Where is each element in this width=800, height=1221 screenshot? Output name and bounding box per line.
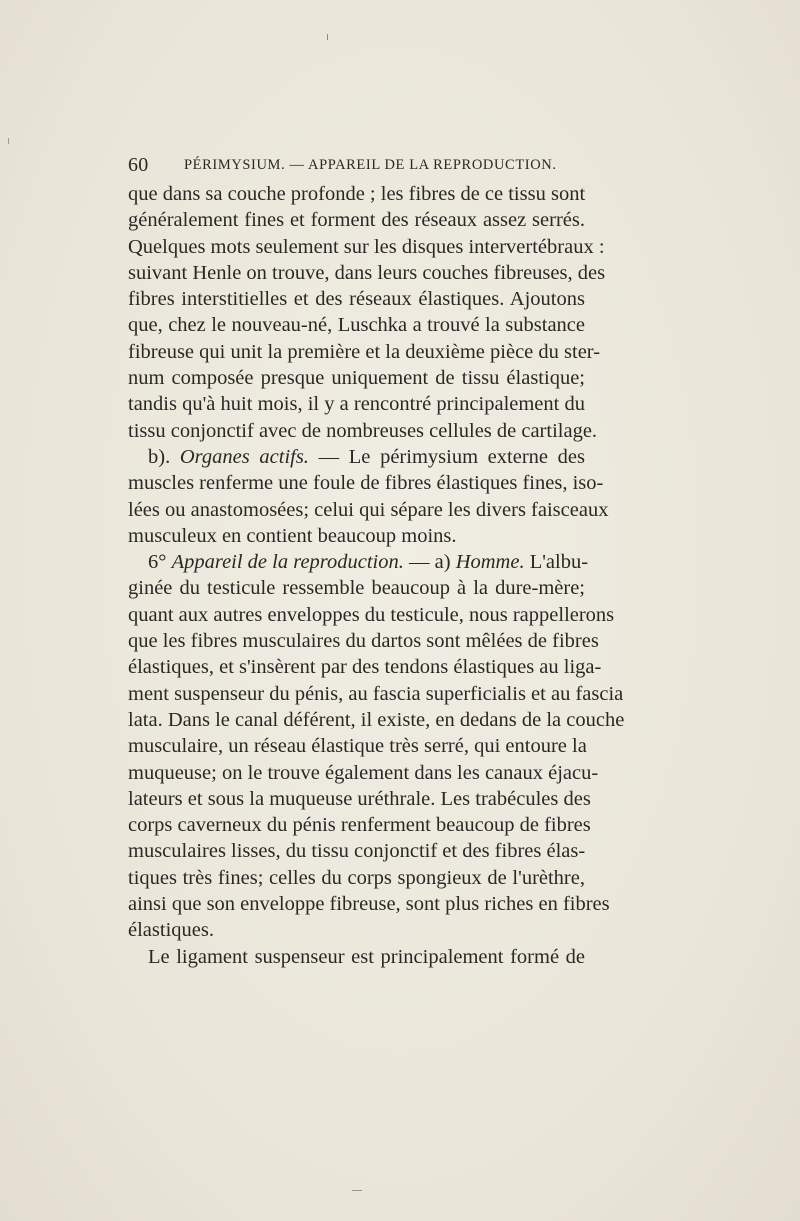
italic-heading: Organes actifs.: [179, 445, 309, 468]
text-line: lées ou anastomosées; celui qui sépare les divers faisceaux: [128, 498, 609, 521]
text-line: muscles renferme une foule de fibres élastiques fines, iso-: [128, 472, 604, 495]
text-line: muqueuse; on le trouve également dans les canaux éjacu-: [128, 761, 599, 784]
text-line: fibres interstitielles et des réseaux élastiques. Ajoutons: [128, 288, 585, 311]
text-line: Quelques mots seulement sur les disques intervertébraux :: [128, 235, 605, 258]
running-header: [128, 154, 578, 178]
text-line: musculeux en contient beaucoup moins.: [128, 524, 457, 547]
text-run: 6°: [148, 551, 172, 574]
text-run: — Le périmysium externe des: [308, 445, 585, 468]
text-line: tissu conjonctif avec de nombreuses cellules de cartilage.: [128, 419, 598, 442]
paper-speck: [327, 34, 328, 40]
text-line: num composée presque uniquement de tissu élastique;: [128, 367, 585, 390]
page-number: 60: [128, 154, 149, 176]
text-run: b).: [148, 445, 180, 468]
paper-speck: [352, 1190, 362, 1191]
text-line: fibreuse qui unit la première et la deuxième pièce du ster-: [128, 340, 601, 363]
text-run: L'albu-: [524, 551, 589, 574]
text-line: Le ligament suspenseur est principalement formé de: [148, 945, 585, 968]
text-run: — a): [403, 551, 456, 574]
text-line: quant aux autres enveloppes du testicule, nous rappellerons: [128, 603, 615, 626]
body-text: [128, 181, 625, 970]
paper-speck: [8, 138, 11, 144]
text-line: tandis qu'à huit mois, il y a rencontré principalement du: [128, 393, 585, 416]
paragraph-appareil-reproduction: [128, 549, 589, 575]
text-line: corps caverneux du pénis renferment beaucoup de fibres: [128, 814, 591, 837]
text-line: suivant Henle on trouve, dans leurs couches fibreuses, des: [128, 261, 606, 284]
text-line: élastiques, et s'insèrent par des tendons élastiques au liga-: [128, 656, 602, 679]
text-line: généralement fines et forment des réseaux assez serrés.: [128, 209, 585, 232]
text-line: que, chez le nouveau-né, Luschka a trouvé la substance: [128, 314, 585, 337]
text-line: que dans sa couche profonde ; les fibres de ce tissu sont: [128, 183, 586, 205]
paragraph-organes-actifs: [128, 444, 585, 470]
text-line: lateurs et sous la muqueuse uréthrale. Les trabécules des: [128, 787, 591, 810]
text-line: musculaires lisses, du tissu conjonctif et des fibres élas-: [128, 840, 586, 863]
italic-heading: Homme.: [455, 551, 525, 574]
text-line: ginée du testicule ressemble beaucoup à la dure-mère;: [128, 577, 585, 600]
text-line: que les fibres musculaires du dartos sont mêlées de fibres: [128, 630, 599, 653]
text-line: élastiques.: [128, 919, 214, 942]
text-line: tiques très fines; celles du corps spongieux de l'urèthre,: [128, 866, 585, 889]
text-line: ment suspenseur du pénis, au fascia superficialis et au fascia: [128, 682, 624, 705]
text-line: musculaire, un réseau élastique très serré, qui entoure la: [128, 735, 587, 758]
italic-heading: Appareil de la reproduction.: [171, 551, 404, 574]
text-line: lata. Dans le canal déférent, il existe, en dedans de la couche: [128, 708, 625, 731]
text-line: ainsi que son enveloppe fibreuse, sont plus riches en fibres: [128, 893, 610, 916]
running-title: PÉRIMYSIUM. — APPAREIL DE LA REPRODUCTION.: [184, 157, 557, 173]
